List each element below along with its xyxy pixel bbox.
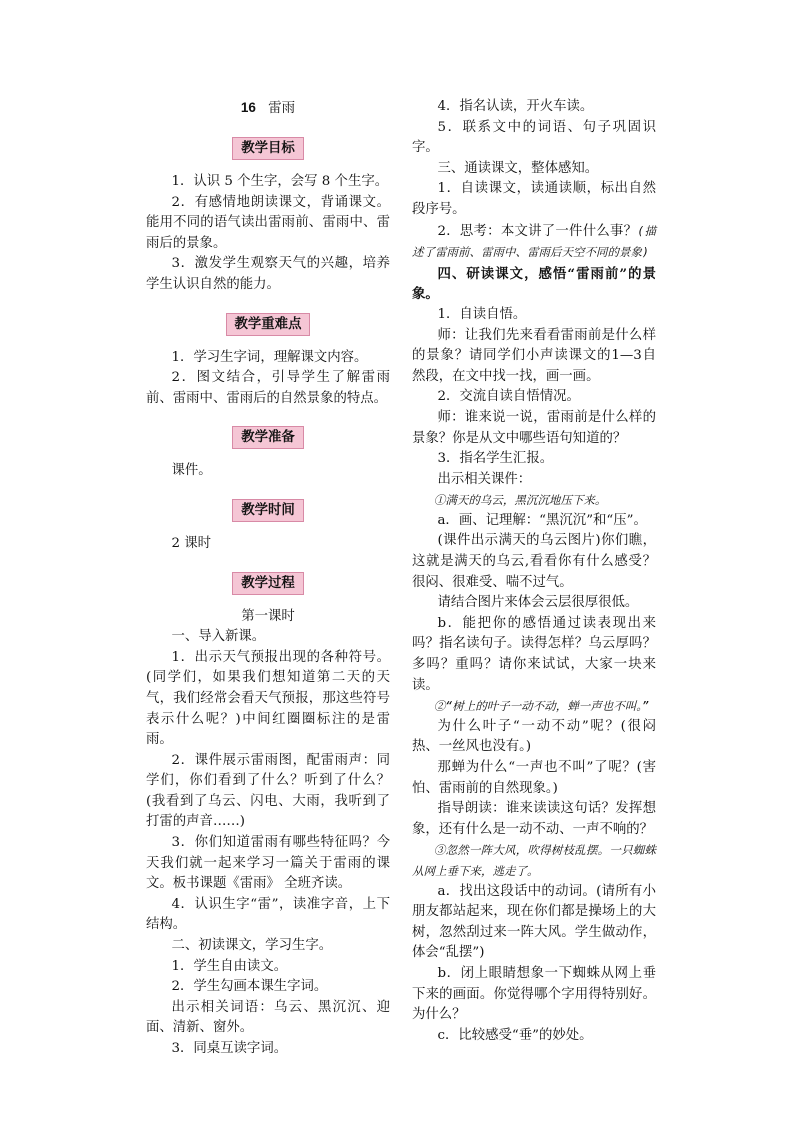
process-line: 1．学生自由读文。 [171, 958, 288, 974]
step-line: 5．联系文中的词语、句子巩固识字。 [412, 119, 656, 156]
process-line: 出示相关词语：乌云、黑沉沉、迎面、清新、窗外。 [146, 999, 390, 1036]
step-line: a．画、记理解：“黑沉沉”和“压”。 [437, 512, 647, 528]
process-line: 一、导入新课。 [171, 629, 266, 645]
process-line: 3．你们知道雷雨有哪些特征吗？今天我们就一起来学习一篇关于雷雨的课文。板书课题《雷雨》 全班齐读。 [146, 835, 390, 892]
step-line: 2．交流自读自悟情况。 [437, 389, 580, 405]
section-heading-process: 教学过程 [232, 572, 304, 595]
section-heading-time: 教学时间 [232, 499, 304, 522]
quote-sentence: ②“树上的叶子一动不动，蝉一声也不叫。” [433, 699, 649, 714]
lesson-title [146, 96, 390, 120]
section-heading-keypoints: 教学重难点 [226, 313, 311, 336]
step-line: 那蝉为什么“一声也不叫”了呢？(害怕、雷雨前的自然现象。) [412, 760, 656, 796]
goal-item: 2．有感情地朗读课文，背诵课文。能用不同的语气读出雷雨前、雷雨中、雷雨后的景象。 [146, 194, 390, 251]
lesson-name: 雷雨 [268, 100, 296, 116]
process-line: 4．认识生字“雷”，读准字音，上下结构。 [146, 896, 390, 933]
quote-sentence: ①满天的乌云，黑沉沉地压下来。 [433, 493, 607, 508]
step-line: 师：让我们先来看看雷雨前是什么样的景象？请同学们小声读课文的1—3自然段，在文中找一找，画一画。 [412, 327, 656, 384]
keypoint-item: 2．图文结合，引导学生了解雷雨前、雷雨中、雷雨后的自然景象的特点。 [146, 370, 390, 406]
quote-sentence: ③忽然一阵大风，吹得树枝乱摆。一只蜘蛛从网上垂下来，逃走了。 [412, 843, 656, 878]
step-line: 指导朗读：谁来读读这句话？发挥想象，还有什么是一动不动、一声不响的？ [412, 801, 656, 837]
question-answer-note: (描述了雷雨前、雷雨中、雷雨后天空不同的景象) [412, 223, 656, 260]
question-line [412, 221, 656, 264]
time-text: 2 课时 [171, 535, 212, 551]
process-line: 二、初读课文，学习生字。 [171, 938, 333, 954]
step-line: c．比较感受“垂”的妙处。 [437, 1027, 593, 1043]
step-line: 出示相关课件： [437, 471, 532, 487]
step-heading: 三、通读课文，整体感知。 [437, 160, 599, 176]
goal-item: 1．认识 5 个生字，会写 8 个生字。 [171, 174, 389, 189]
step-line: b．能把你的感悟通过读表现出来吗？指名读句子。读得怎样？乌云厚吗？多吗？重吗？请你来试试，大家一块来读。 [412, 615, 656, 693]
step-line: 1．自读课文，读通读顺，标出自然段序号。 [412, 181, 656, 217]
section-heading-prep: 教学准备 [232, 426, 304, 449]
step-line: 为什么叶子“一动不动”呢？(很闷热、一丝风也没有。) [412, 718, 656, 755]
section-four-heading: 四、研读课文，感悟“雷雨前”的景象。 [412, 265, 656, 303]
section-heading-goals: 教学目标 [232, 137, 304, 160]
step-line: 3．指名学生汇报。 [437, 451, 554, 467]
left-column [146, 96, 390, 1060]
prep-text: 课件。 [171, 463, 212, 479]
process-line: 3．同桌互读字词。 [171, 1041, 288, 1056]
keypoint-item: 1．学习生字词，理解课文内容。 [171, 349, 368, 365]
question-text: 2．思考：本文讲了一件什么事？ [437, 223, 638, 239]
step-line: b．闭上眼睛想象一下蜘蛛从网上垂下来的画面。你觉得哪个字用得特别好。为什么？ [412, 965, 656, 1023]
process-line: 1．出示天气预报出现的各种符号。(同学们，如果我们想知道第二天的天气，我们经常会看天气预报，那这些符号表示什么呢？)中间红圈圈标注的是雷雨。 [146, 649, 390, 748]
step-line: a．找出这段话中的动词。(请所有小朋友都站起来，现在你们都是操场上的大树，忽然刮过来一阵大风。学生做动作，体会“乱摆”) [412, 883, 656, 961]
goal-item: 3．激发学生观察天气的兴趣，培养学生认识自然的能力。 [146, 256, 390, 292]
step-line: (课件出示满天的乌云图片)你们瞧，这就是满天的乌云,看看你有什么感受？很闷、很难受、喘不过气。 [412, 533, 656, 590]
step-line: 师：谁来说一说，雷雨前是什么样的景象？你是从文中哪些语句知道的？ [412, 409, 656, 446]
step-line: 1．自读自悟。 [437, 306, 527, 322]
step-line: 请结合图片来体会云层很厚很低。 [437, 595, 639, 611]
right-column [412, 97, 656, 1046]
process-line: 2．课件展示雷雨图，配雷雨声：同学们，你们看到了什么？听到了什么？(我看到了乌云、闪电、大雨，我听到了打雷的声音……) [146, 752, 390, 830]
step-line: 4．指名认读，开火车读。 [437, 99, 594, 114]
process-line: 2．学生勾画本课生字词。 [171, 979, 328, 995]
lesson-subheading: 第一课时 [241, 608, 295, 624]
lesson-number: 16 [240, 100, 256, 115]
